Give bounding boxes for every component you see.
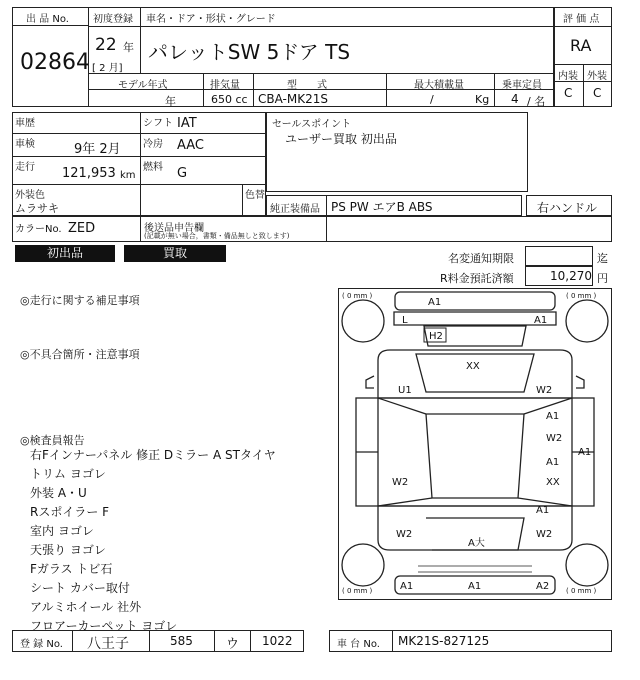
- steering: 右ハンドル: [537, 201, 598, 215]
- mark-rear-bumper-mid: A1: [468, 581, 482, 592]
- lot-number: 02864: [20, 50, 90, 75]
- interior-label: 内装: [558, 71, 578, 82]
- mileage-unit: km: [120, 170, 136, 181]
- mark-hood-h2: H2: [429, 331, 443, 342]
- post-docs-note: (記載が無い場合，書類・備品無しと致します): [144, 232, 290, 240]
- color-change-label: 色替: [245, 190, 265, 201]
- mark-hood-left: L: [402, 315, 408, 326]
- reg-year: 22: [95, 35, 117, 55]
- transfer-unit: 迄: [597, 252, 608, 265]
- reg-kana: ウ: [226, 637, 240, 652]
- mark-right-door-1: A1: [546, 411, 560, 422]
- inspector-title: ◎検査員報告: [20, 434, 85, 447]
- chassis-no: MK21S-827125: [398, 634, 490, 648]
- remark-line: フロアーカーペット ヨゴレ: [30, 619, 178, 633]
- model-year-label: モデル年式: [118, 80, 168, 91]
- mark-left-door: W2: [392, 477, 409, 488]
- supplement-title: ◎走行に関する補足事項: [20, 294, 140, 307]
- color-no-box: [12, 216, 612, 242]
- capacity: 4: [511, 92, 519, 106]
- displacement-label: 排気量: [210, 80, 240, 91]
- recycle-label: R料金預託済額: [440, 272, 514, 285]
- mark-front-bumper: A1: [428, 297, 442, 308]
- tire-depth-fr: ( 0 mm ): [566, 292, 597, 300]
- tire-depth-fl: ( 0 mm ): [342, 292, 373, 300]
- shift-label: シフト: [143, 118, 173, 129]
- buyback-tag: 買取: [124, 245, 226, 262]
- max-load-slash: /: [430, 93, 434, 106]
- mark-right-rear-2: W2: [536, 529, 553, 540]
- car-damage-diagram: [338, 288, 612, 600]
- sales-point: ユーザー買取 初出品: [285, 132, 397, 146]
- post-docs-label: 後送品申告欄: [144, 223, 204, 234]
- inspection-label: 車検: [15, 139, 35, 150]
- remark-line: アルミホイール 社外: [30, 600, 142, 614]
- first-listing-tag: 初出品: [15, 245, 115, 262]
- mark-right-side: A1: [578, 447, 592, 458]
- history-label: 車歴: [15, 118, 35, 129]
- defect-title: ◎不具合箇所・注意事項: [20, 348, 140, 361]
- reg-region: 八王子: [87, 636, 129, 652]
- mark-rear-glass: A大: [468, 538, 485, 549]
- mark-rear-bumper-right: A2: [536, 581, 550, 592]
- color-no: ZED: [68, 221, 96, 236]
- reg-month: [ 2 月]: [92, 63, 123, 74]
- remark-line: 外装 A・U: [30, 486, 87, 500]
- first-reg-label: 初度登録: [93, 14, 133, 25]
- reg-class: 585: [170, 634, 193, 648]
- ac-label: 冷房: [143, 139, 163, 150]
- remark-line: 室内 ヨゴレ: [30, 524, 94, 538]
- tire-depth-rr: ( 0 mm ): [566, 587, 597, 595]
- sales-point-label: セールスポイント: [272, 119, 352, 130]
- interior-score: C: [564, 86, 573, 100]
- reg-year-unit: 年: [123, 41, 134, 54]
- capacity-label: 乗車定員: [502, 80, 542, 91]
- chassis-label: 車 台 No.: [337, 639, 380, 650]
- mark-right-door-4: XX: [546, 477, 560, 488]
- ext-color-label: 外装色: [15, 190, 45, 201]
- mileage-label: 走行: [15, 162, 35, 173]
- remark-line: Rスポイラー F: [30, 505, 110, 519]
- transfer-box: [525, 246, 593, 266]
- remark-line: 右Fインナーパネル 修正 Dミラー A STタイヤ: [30, 448, 276, 462]
- mark-rear-bumper-left: A1: [400, 581, 414, 592]
- equipment-label: 純正装備品: [270, 204, 320, 215]
- color-no-label: カラーNo.: [15, 224, 62, 235]
- mark-hood-right: A1: [534, 315, 548, 326]
- exterior-score: C: [593, 86, 602, 100]
- exterior-label: 外装: [587, 71, 607, 82]
- mark-right-door-2: W2: [546, 433, 563, 444]
- reg-number: 1022: [262, 634, 293, 648]
- mark-right-door-3: A1: [546, 457, 560, 468]
- remark-line: シート カバー取付: [30, 581, 130, 595]
- mark-left-front-fender: U1: [398, 385, 412, 396]
- reg-label: 登 録 No.: [20, 639, 63, 650]
- inspection: 9年 2月: [74, 142, 121, 157]
- recycle-value: 10,270: [550, 269, 592, 283]
- mark-roof: XX: [466, 361, 480, 372]
- fuel: G: [177, 166, 188, 181]
- car-name: パレットSW 5ドア TS: [148, 40, 351, 64]
- capacity-unit: / 名: [527, 95, 546, 108]
- remark-line: 天張り ヨゴレ: [30, 543, 106, 557]
- model-year-unit: 年: [165, 95, 176, 108]
- equipment: PS PW エアB ABS: [331, 200, 433, 214]
- tire-depth-rl: ( 0 mm ): [342, 587, 373, 595]
- max-load-unit: Kg: [475, 93, 490, 106]
- eval-label: 評 価 点: [563, 14, 600, 25]
- mark-right-rear-1: A1: [536, 505, 550, 516]
- model-code: CBA-MK21S: [258, 92, 328, 106]
- remark-line: トリム ヨゴレ: [30, 467, 106, 481]
- eval-score: RA: [570, 36, 592, 55]
- ac: AAC: [177, 138, 204, 153]
- ext-color: ムラサキ: [15, 202, 59, 215]
- mileage: 121,953: [62, 166, 116, 181]
- remark-line: Fガラス トビ石: [30, 562, 113, 576]
- mark-left-rear-fender: W2: [396, 529, 413, 540]
- mark-right-front-fender: W2: [536, 385, 553, 396]
- max-load-label: 最大積載量: [414, 80, 464, 91]
- transfer-label: 名変通知期限: [448, 252, 514, 265]
- recycle-unit: 円: [597, 272, 608, 285]
- fuel-label: 燃料: [143, 162, 163, 173]
- shift: IAT: [177, 116, 197, 131]
- model-label: 型 式: [287, 80, 327, 91]
- car-name-label: 車名・ドア・形状・グレード: [146, 14, 276, 25]
- lot-label: 出 品 No.: [26, 14, 69, 25]
- displacement: 650 cc: [211, 93, 248, 106]
